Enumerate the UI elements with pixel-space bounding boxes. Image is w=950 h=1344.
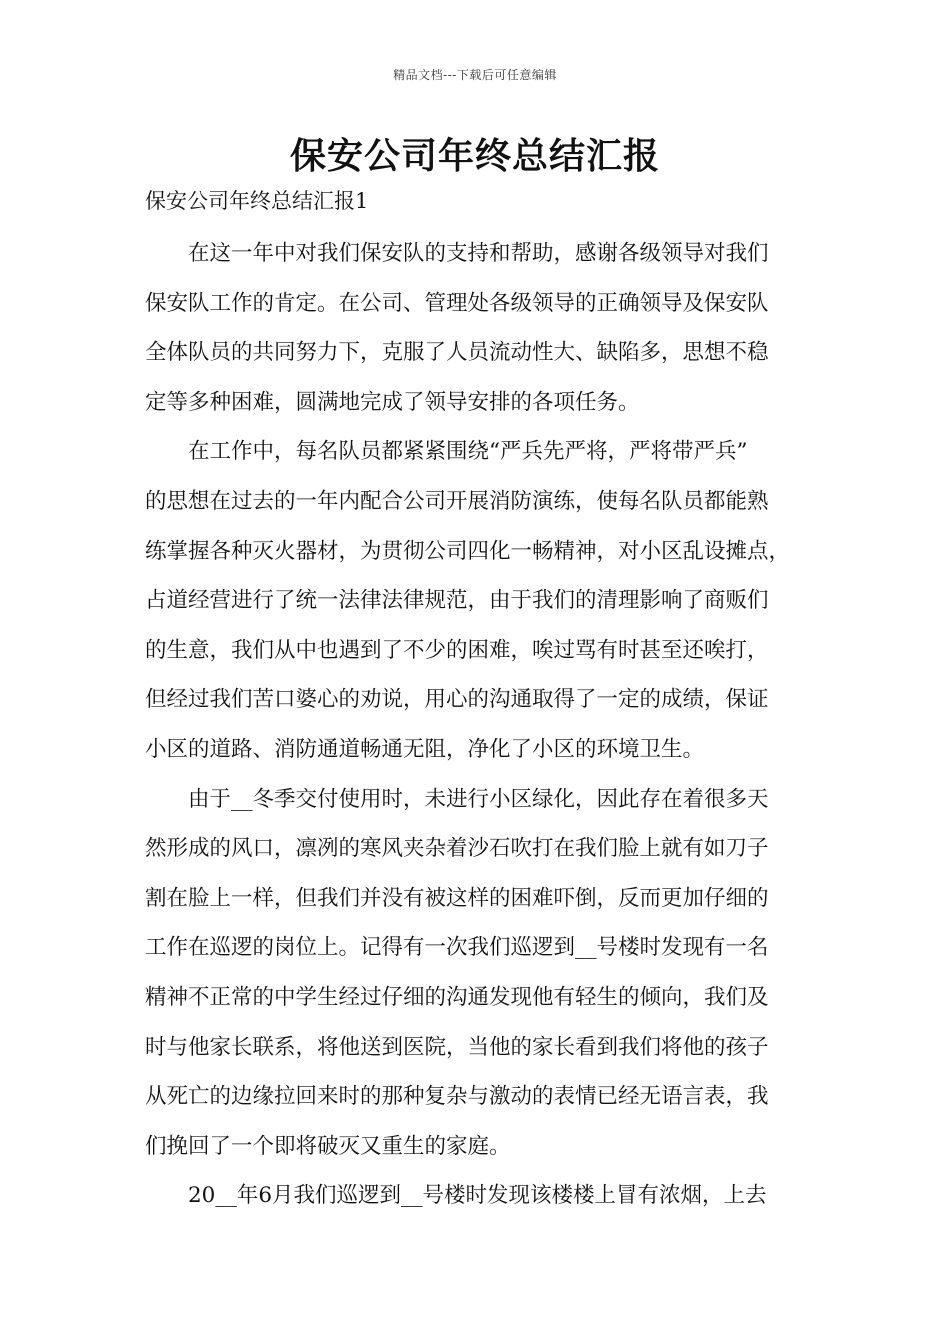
paragraph (145, 775, 825, 1172)
paragraph-line: 但经过我们苦口婆心的劝说，用心的沟通取得了一定的成绩，保证 (145, 687, 769, 713)
paragraph-list (145, 229, 825, 1221)
paragraph-line: 割在脸上一样，但我们并没有被这样的困难吓倒，反而更加仔细的 (145, 885, 769, 911)
paragraph-line: 工作在巡逻的岗位上。记得有一次我们巡逻到__号楼时发现有一名 (145, 935, 769, 961)
paragraph-line: 由于__冬季交付使用时，未进行小区绿化，因此存在着很多天 (188, 786, 769, 812)
paragraph-line: 定等多种困难，圆满地完成了领导安排的各项任务。 (145, 389, 640, 415)
paragraph (145, 1171, 825, 1221)
paragraph-line: 的生意，我们从中也遇到了不少的困难，唉过骂有时甚至还唉打， (145, 637, 769, 663)
paragraph-line: 然形成的风口，凛冽的寒风夹杂着沙石吹打在我们脸上就有如刀子 (145, 836, 769, 862)
document-title: 保安公司年终总结汇报 (289, 135, 660, 177)
paragraph-line: 20__年6月我们巡逻到__号楼时发现该楼楼上冒有浓烟，上去 (188, 1183, 767, 1209)
document-body (145, 183, 825, 1221)
paragraph-line: 小区的道路、消防通道畅通无阻，净化了小区的环境卫生。 (145, 736, 705, 762)
paragraph-line: 时与他家长联系，将他送到医院，当他的家长看到我们将他的孩子 (145, 1034, 769, 1060)
paragraph-line: 精神不正常的中学生经过仔细的沟通发现他有轻生的倾向，我们及 (145, 984, 769, 1010)
paragraph-line: 从死亡的边缘拉回来时的那种复杂与激动的表情已经无语言表，我 (145, 1084, 769, 1110)
header-note: 精品文档---下载后可任意编辑 (393, 68, 557, 82)
section-heading: 保安公司年终总结汇报1 (145, 189, 369, 213)
paragraph-line: 的思想在过去的一年内配合公司开展消防演练，使每名队员都能熟 (145, 488, 769, 514)
paragraph-line: 在这一年中对我们保安队的支持和帮助，感谢各级领导对我们 (188, 241, 769, 266)
paragraph (145, 427, 825, 774)
paragraph-line: 占道经营进行了统一法律法律规范，由于我们的清理影响了商贩们 (145, 588, 769, 614)
paragraph-line: 保安队工作的肯定。在公司、管理处各级领导的正确领导及保安队 (145, 290, 769, 316)
paragraph-line: 全体队员的共同努力下，克服了人员流动性大、缺陷多，思想不稳 (145, 340, 769, 366)
paragraph (145, 229, 825, 427)
paragraph-line: 在工作中，每名队员都紧紧围绕“严兵先严将，严将带严兵” (188, 439, 748, 465)
paragraph-line: 练掌握各种灭火器材，为贯彻公司四化一畅精神，对小区乱设摊点， (145, 538, 791, 564)
paragraph-line: 们挽回了一个即将破灭又重生的家庭。 (145, 1133, 511, 1159)
